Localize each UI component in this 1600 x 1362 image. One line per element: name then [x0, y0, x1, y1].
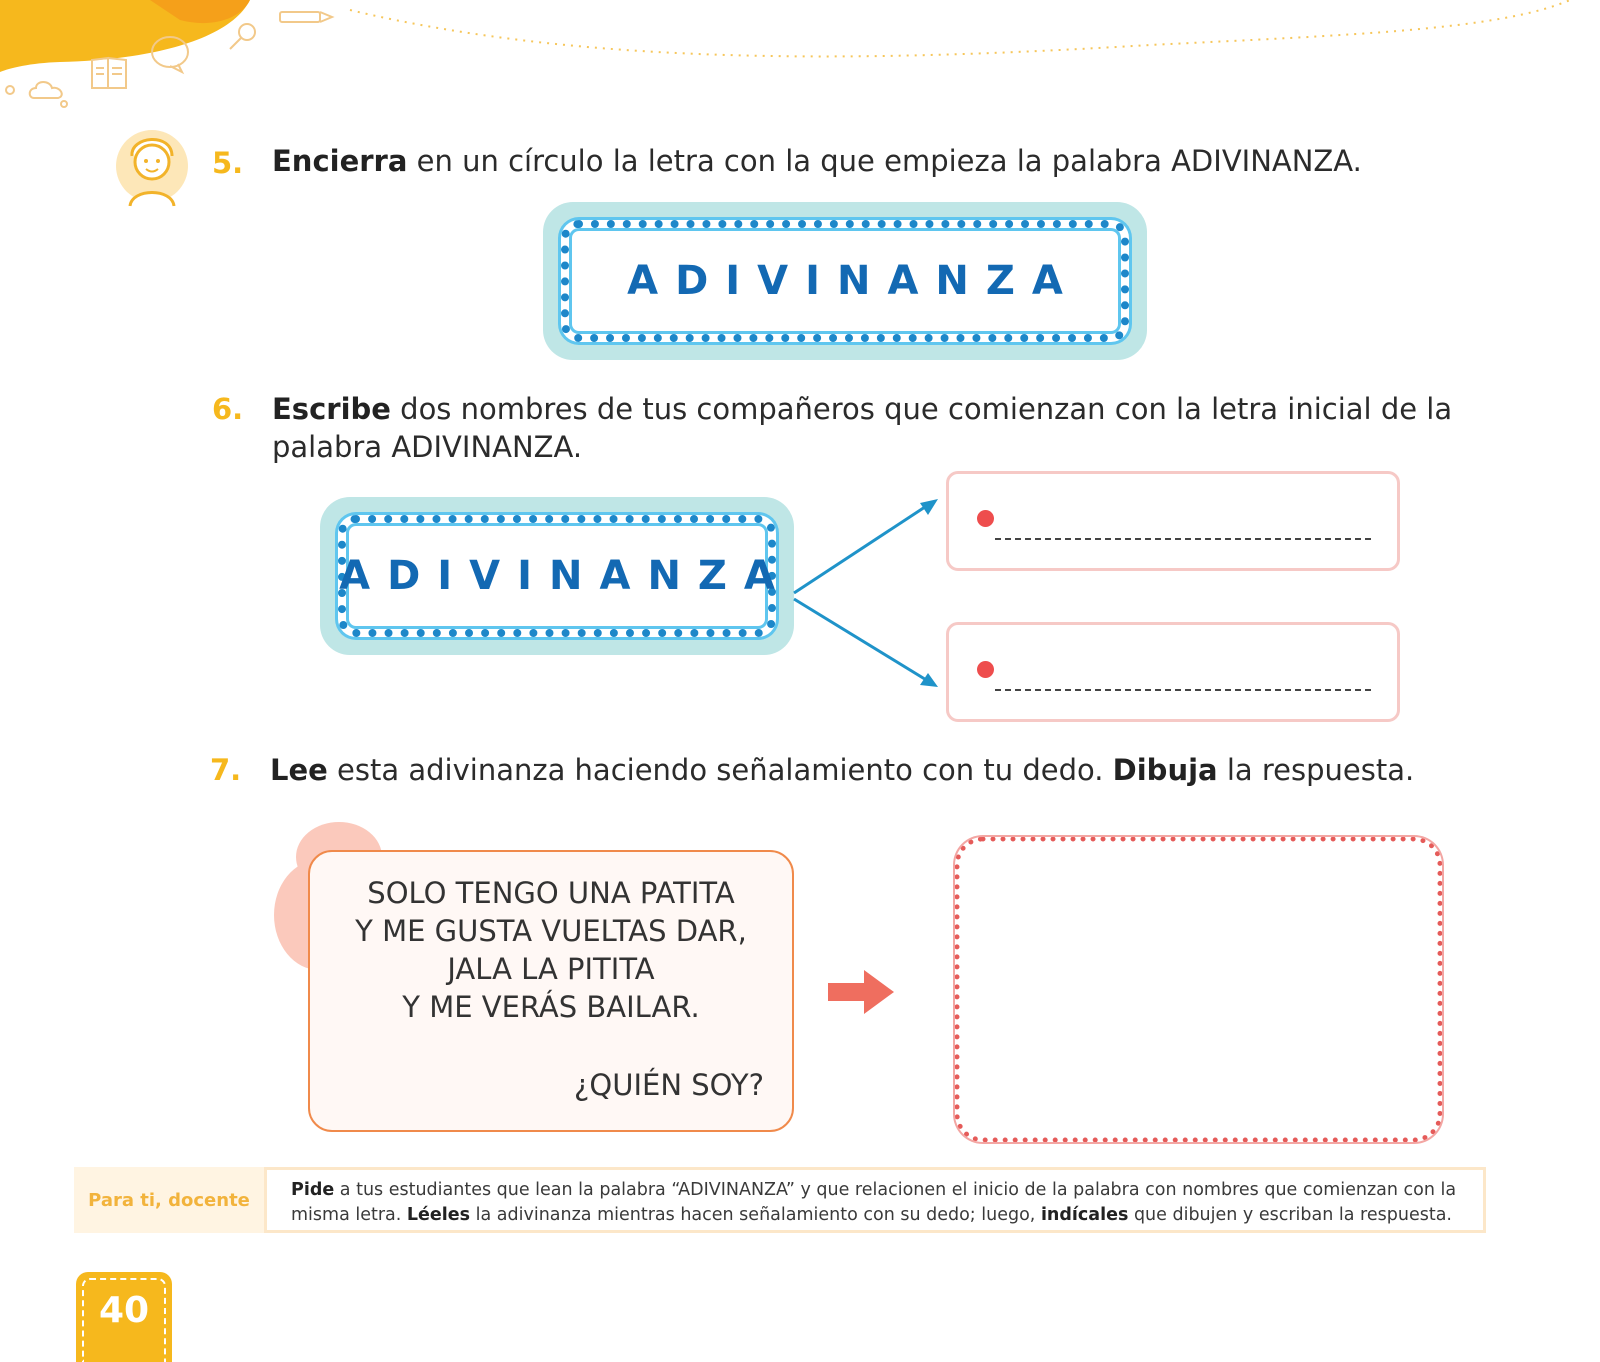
right-arrow-icon: [828, 970, 896, 1014]
branch-arrows: [790, 495, 940, 695]
book-icon: [92, 58, 126, 88]
riddle-card: [308, 850, 794, 1132]
note-text-2: misma letra.: [291, 1205, 407, 1225]
question-7-verb-2: Dibuja: [1112, 753, 1218, 787]
pencil-icon: [280, 12, 332, 22]
cloud-icon: [6, 82, 67, 107]
question-7-mid: esta adivinanza haciendo señalamiento con tu dedo.: [327, 753, 1113, 787]
teacher-note-body: [264, 1167, 1486, 1233]
note-text-3: la adivinanza mientras hacen señalamiento con su dedo; luego,: [470, 1205, 1041, 1225]
teacher-note-label: Para ti, docente: [74, 1167, 264, 1233]
riddle-line-1: SOLO TENGO UNA PATITA: [367, 876, 735, 910]
teacher-note: [74, 1167, 1486, 1233]
question-7-verb: Lee: [270, 753, 328, 787]
page-number: 40: [82, 1278, 166, 1362]
question-5-verb: Encierra: [272, 144, 408, 178]
word-banner-1-text: ADIVINANZA: [627, 258, 1080, 304]
arrow-down-right-icon: [794, 599, 938, 687]
question-6-number: 6.: [212, 392, 244, 426]
answer-box-1[interactable]: [946, 471, 1400, 571]
answer-line-1[interactable]: [995, 538, 1371, 540]
drawing-area[interactable]: [955, 837, 1442, 1142]
question-6-line-1: [272, 390, 1492, 428]
note-bold-2: Léeles: [406, 1205, 471, 1225]
question-7-text: [270, 751, 1414, 789]
question-6-line-2: palabra ADIVINANZA.: [272, 430, 583, 464]
riddle-verse: [310, 874, 792, 1026]
magnifier-icon: [230, 24, 255, 49]
question-6-line-1-rest: dos nombres de tus compañeros que comienzan con la letra inicial de la: [390, 392, 1453, 426]
header-decoration: [0, 0, 1600, 130]
question-7-number: 7.: [210, 753, 242, 787]
note-bold-3: indícales: [1040, 1205, 1129, 1225]
word-banner-2: [320, 497, 794, 655]
bullet-dot: [977, 661, 994, 678]
word-banner-1[interactable]: [543, 202, 1147, 360]
word-banner-2-frame: [338, 515, 792, 637]
question-5-rest: en un círculo la letra con la que empieza la palabra ADIVINANZA.: [407, 144, 1362, 178]
note-text-1: a tus estudiantes que lean la palabra “ADIVINANZA” y que relacionen el inicio de la palabra con nombres que comienzan con la: [334, 1180, 1457, 1200]
riddle-question: ¿QUIÉN SOY?: [574, 1068, 764, 1102]
question-7-end: la respuesta.: [1217, 753, 1415, 787]
question-5-text: [272, 142, 1362, 180]
riddle-line-4: Y ME VERÁS BAILAR.: [402, 990, 700, 1024]
page-number-tab: [76, 1272, 172, 1362]
answer-line-2[interactable]: [995, 689, 1371, 691]
bullet-dot: [977, 510, 994, 527]
arrow-up-right-icon: [794, 499, 938, 593]
word-banner-2-text: ADIVINANZA: [339, 553, 792, 599]
word-banner-1-frame: [561, 220, 1129, 342]
note-bold-1: Pide: [291, 1180, 335, 1200]
boy-avatar-icon: [114, 126, 192, 208]
note-text-4: que dibujen y escriban la respuesta.: [1128, 1205, 1452, 1225]
riddle-line-2: Y ME GUSTA VUELTAS DAR,: [355, 914, 747, 948]
answer-box-2[interactable]: [946, 622, 1400, 722]
riddle-line-3: JALA LA PITITA: [447, 952, 655, 986]
question-6-text: [272, 390, 1492, 466]
question-5-number: 5.: [212, 146, 244, 180]
question-6-verb: Escribe: [272, 392, 391, 426]
